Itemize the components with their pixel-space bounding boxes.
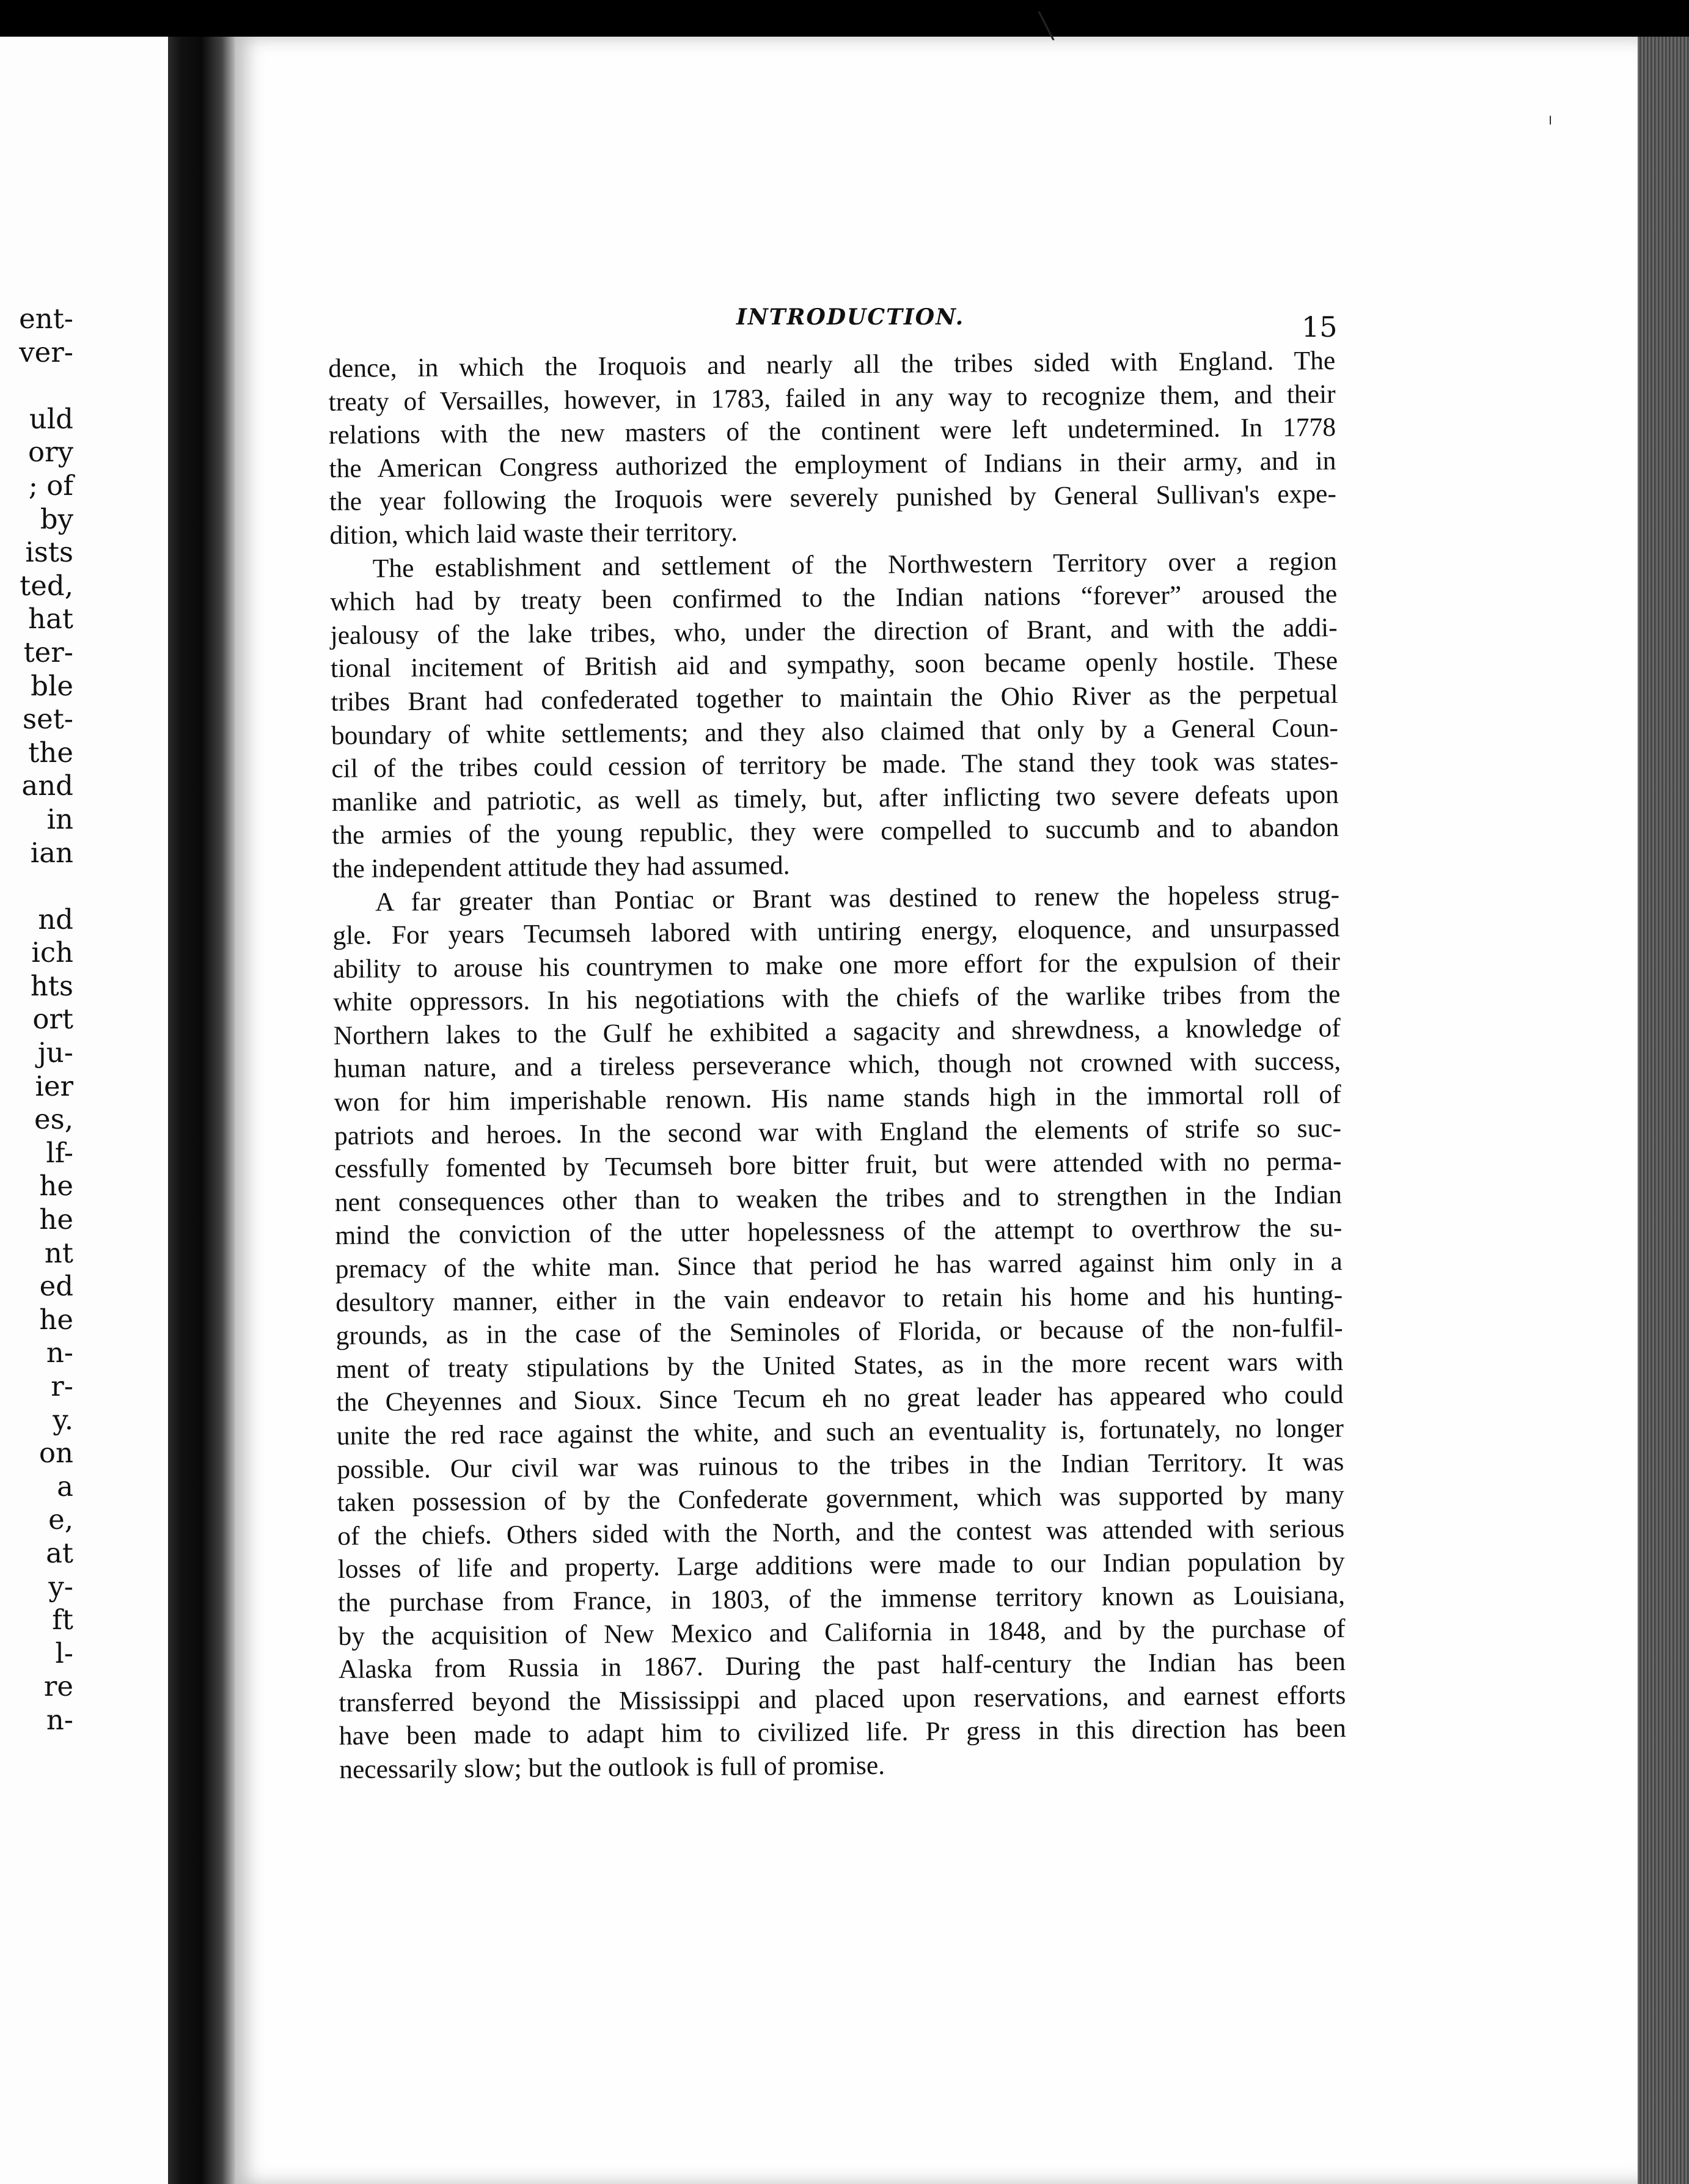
left-page-fragment: ory	[27, 436, 73, 469]
text-line: nent consequences other than to weaken the tribes and to strengthen in the Indian	[334, 1179, 1343, 1217]
left-page-fragment: ent-	[19, 302, 73, 335]
text-line: necessarily slow; but the outlook is full of promise.	[339, 1750, 885, 1784]
left-page-fragment: uld	[29, 402, 73, 435]
left-page-fragment: ted,	[20, 569, 73, 602]
text-line: white oppressors. In his negotiations with the chiefs of the warlike tribes from the	[333, 980, 1341, 1017]
scan-speck: ╵	[1546, 116, 1555, 133]
text-line: manlike and patriotic, as well as timely, but, after inflicting two severe defeats upon	[331, 779, 1339, 817]
text-line: taken possession of by the Confederate government, which was supported by many	[337, 1480, 1344, 1518]
left-page-fragment: ian	[30, 836, 73, 869]
left-page-fragment: n-	[46, 1336, 73, 1369]
left-page-fragment: on	[38, 1437, 73, 1470]
text-line: the purchase from France, in 1803, of the immense territory known as Louisiana,	[337, 1580, 1346, 1618]
text-line: which had by treaty been confirmed to the Indian nations “forever” aroused the	[330, 579, 1338, 617]
text-line: treaty of Versailles, however, in 1783, failed in any way to recognize them, and their	[328, 379, 1336, 417]
left-page-fragment: y.	[53, 1403, 73, 1436]
left-page-fragment: nt	[44, 1236, 73, 1269]
left-page-fragment: e,	[48, 1503, 73, 1536]
text-line: A far greater than Pontiac or Brant was destined to renew the hopeless strug-	[375, 879, 1340, 917]
page-number: 15	[1302, 310, 1338, 343]
left-page-fragment: nd	[38, 903, 73, 936]
left-page-fragment: ; of	[28, 469, 73, 502]
left-page-fragment: y-	[48, 1570, 73, 1603]
left-page-fragment: lf-	[46, 1136, 73, 1169]
text-line: patriots and heroes. In the second war with England the elements of strife so suc-	[334, 1113, 1342, 1151]
text-line: The establishment and settlement of the Northwestern Territory over a region	[372, 546, 1337, 584]
text-line: losses of life and property. Large additions were made to our Indian population by	[337, 1547, 1345, 1585]
left-page-fragment: in	[46, 802, 73, 835]
left-page-fragment: hts	[30, 969, 73, 1002]
book-gutter	[168, 37, 235, 2184]
text-line: tional incitement of British aid and sympathy, soon became openly hostile. These	[330, 646, 1338, 684]
text-line: the year following the Iroquois were severely punished by General Sullivan's expe-	[329, 479, 1337, 517]
left-page-fragment: and	[21, 769, 73, 802]
left-page-fragment	[0, 870, 73, 903]
text-line: by the acquisition of New Mexico and California in 1848, and by the purchase of	[338, 1613, 1346, 1651]
text-line: ability to arouse his countrymen to make one more effort for the expulsion of their	[332, 946, 1341, 984]
text-line: ment of treaty stipulations by the United States, as in the more recent wars with	[335, 1346, 1344, 1384]
text-line: relations with the new masters of the continent were left undetermined. In 1778	[328, 412, 1336, 450]
text-line: gle. For years Tecumseh labored with untiring energy, eloquence, and unsurpassed	[332, 913, 1340, 951]
text-line: the armies of the young republic, they were compelled to succumb and to abandon	[332, 813, 1339, 851]
text-line: premacy of the white man. Since that period he has warred against him only in a	[335, 1247, 1343, 1284]
left-page-fragment: l-	[55, 1636, 73, 1669]
left-page-fragment: he	[39, 1170, 73, 1203]
paragraph	[328, 344, 1337, 552]
left-page-fragment: at	[46, 1536, 73, 1569]
paragraph	[332, 878, 1347, 1787]
left-page-fragment: a	[57, 1470, 73, 1503]
text-line: desultory manner, either in the vain endeavor to retain his home and his hunting-	[335, 1280, 1343, 1317]
running-head: INTRODUCTION.	[736, 304, 965, 330]
left-page-line-endings	[0, 302, 73, 1737]
text-line: have been made to adapt him to civilized life. Pr gress in this direction has been	[339, 1713, 1346, 1751]
text-line: the American Congress authorized the employment of Indians in their army, and in	[329, 445, 1336, 483]
left-page-fragment: es,	[34, 1103, 73, 1136]
left-page-fragment: ju-	[37, 1036, 73, 1069]
left-page-fragment	[0, 369, 73, 403]
text-line: boundary of white settlements; and they also claimed that only by a General Coun-	[331, 713, 1339, 750]
paragraph	[330, 544, 1339, 886]
left-page-fragment: re	[43, 1670, 73, 1703]
text-line: won for him imperishable renown. His name stands high in the immortal roll of	[334, 1080, 1341, 1118]
text-line: the independent attitude they had assumed.	[332, 850, 790, 884]
left-page-fragment: he	[39, 1203, 73, 1236]
left-page-fragment: the	[28, 736, 73, 769]
left-page-fragment: ter-	[23, 636, 73, 669]
text-line: jealousy of the lake tribes, who, under the direction of Brant, and with the addi-	[330, 612, 1338, 650]
text-line: Northern lakes to the Gulf he exhibited a sagacity and shrewdness, a knowledge of	[333, 1013, 1341, 1050]
scan-speck: ╲	[1039, 12, 1054, 40]
text-line: of the chiefs. Others sided with the North, and the contest was attended with serious	[337, 1513, 1345, 1551]
left-page-fragment: ed	[39, 1270, 73, 1303]
left-page-fragment: ier	[35, 1069, 73, 1102]
text-line: cil of the tribes could cession of territory be made. The stand they took was states-	[331, 746, 1339, 784]
left-page-fragment: he	[39, 1303, 73, 1336]
page-edges	[1638, 37, 1689, 2184]
left-page-fragment: by	[40, 502, 73, 535]
text-line: cessfully fomented by Tecumseh bore bitter fruit, but were attended with no perma-	[334, 1146, 1342, 1184]
body-text	[328, 344, 1346, 1786]
text-line: Alaska from Russia in 1867. During the past half-century the Indian has been	[338, 1647, 1346, 1685]
text-line: the Cheyennes and Sioux. Since Tecum eh no great leader has appeared who could	[336, 1380, 1344, 1418]
left-page-fragment: ble	[31, 669, 73, 702]
text-line: dence, in which the Iroquois and nearly all the tribes sided with England. The	[328, 346, 1336, 383]
left-page-fragment: r-	[51, 1370, 73, 1402]
left-page-fragment: ft	[52, 1603, 73, 1636]
text-line: transferred beyond the Mississippi and placed upon reservations, and earnest efforts	[339, 1680, 1346, 1718]
text-line: tribes Brant had confederated together to maintain the Ohio River as the perpetual	[331, 679, 1338, 717]
text-line: dition, which laid waste their territory.	[329, 517, 738, 550]
text-line: mind the conviction of the utter hopelessness of the attempt to overthrow the su-	[335, 1213, 1343, 1251]
left-page-fragment: ich	[31, 936, 73, 969]
left-page-fragment: hat	[28, 603, 73, 636]
text-line: unite the red race against the white, and such an eventuality is, fortunately, no longer	[336, 1413, 1344, 1451]
text-line: human nature, and a tireless perseverance which, though not crowned with success,	[334, 1046, 1341, 1084]
text-line: grounds, as in the case of the Seminoles of Florida, or because of the non-fulfil-	[335, 1313, 1343, 1351]
left-page-fragment: set-	[22, 703, 73, 736]
left-page-fragment: ort	[32, 1003, 73, 1036]
text-line: possible. Our civil war was ruinous to the tribes in the Indian Territory. It was	[337, 1446, 1344, 1484]
left-page-fragment: ver-	[19, 335, 73, 368]
left-page-fragment: ists	[25, 536, 73, 569]
left-page-fragment: n-	[46, 1703, 73, 1736]
